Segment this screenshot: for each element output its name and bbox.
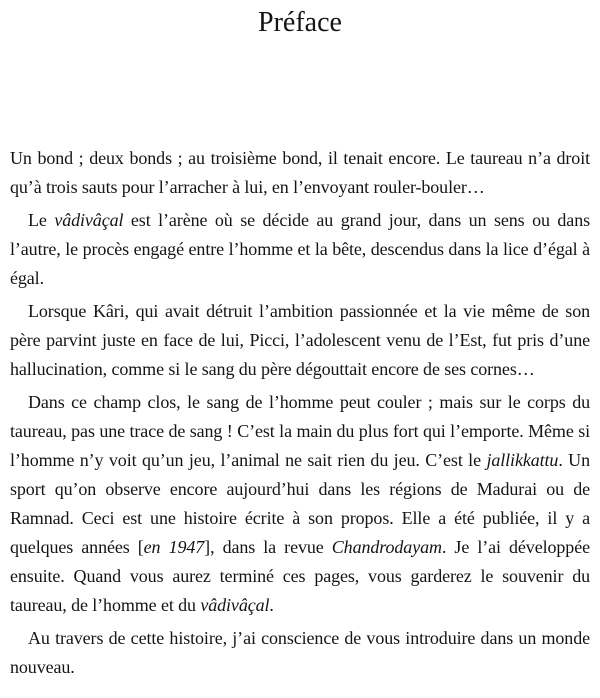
paragraph-2 <box>10 206 590 293</box>
paragraph-1-text: Un bond ; deux bonds ; au troisième bond, il tenait encore. Le taureau n’a droit qu’à trois sauts pour l’arracher à lui, en l’envoyant rouler-bouler… <box>10 148 590 197</box>
paragraph-2-text: Le <box>28 210 55 230</box>
paragraph-4-text: ], dans la revue <box>204 537 332 557</box>
paragraph-2-text: est l’arène où se décide au grand jour, dans un sens ou dans l’autre, le procès engagé entre l’homme et la bête, descendus dans la lice d’égal à égal. <box>10 210 590 288</box>
paragraph-4 <box>10 388 590 620</box>
term-jallikkattu: jallikkattu <box>486 450 559 470</box>
paragraph-4-text: . Un sport qu’on observe encore aujourd’hui dans les régions de Madurai ou de Ramnad. Ceci est une histoire écrite à son propos. Elle a été publiée, il y a quelques années [ <box>10 450 590 557</box>
paragraph-3-text: Lorsque Kâri, qui avait détruit l’ambition passionnée et la vie même de son père parvint juste en face de lui, Picci, l’adolescent venu de l’Est, fut pris d’une hallucination, comme si le sang du père dégouttait encore de ses cornes… <box>10 301 590 379</box>
paragraph-5 <box>10 624 590 682</box>
paragraph-3 <box>10 297 590 384</box>
paragraph-4-text: . <box>269 595 274 615</box>
preface-body <box>10 144 590 682</box>
term-vadivacal: vâdivâçal <box>54 210 124 230</box>
paragraph-5-text: Au travers de cette histoire, j’ai conscience de vous introduire dans un monde nouveau. <box>10 628 590 677</box>
term-vadivacal: vâdivâçal <box>200 595 270 615</box>
publication-year: en 1947 <box>143 537 205 557</box>
page-title: Préface <box>258 7 342 38</box>
paragraph-4-text: . Je l’ai développée ensuite. Quand vous aurez terminé ces pages, vous garderez le souvenir du taureau, de l’homme et du <box>10 537 590 615</box>
journal-name: Chandrodayam <box>331 537 442 557</box>
paragraph-4-text: Dans ce champ clos, le sang de l’homme peut couler ; mais sur le corps du taureau, pas une trace de sang ! C’est la main du plus fort qui l’emporte. Même si l’homme n’y voit qu’un jeu, l’animal ne sait rien du jeu. C’est le <box>10 392 590 470</box>
paragraph-1 <box>10 144 590 202</box>
